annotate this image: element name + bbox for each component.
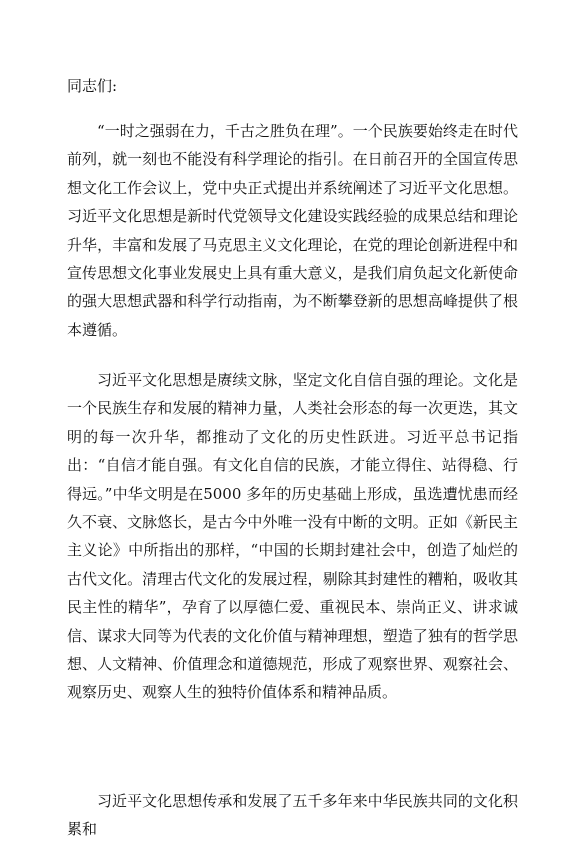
salutation: 同志们:	[67, 77, 118, 95]
paragraph-2: 习近平文化思想是赓续文脉，坚定文化自信自强的理论。文化是一个民族生存和发展的精神力量，人类社会形态的每一次更迭，其文明的每一次升华，都推动了文化的历史性跃进。习近平总书记指出：“自信才能自强。有文化自信的民族，才能立得住、站得稳、行得远。”中华文明是在5000 多年的历史基础上形成，虽选遭忧患而经久不衰、文脉悠长，是古今中外唯一没有中断的文明。正如《新民主主义论》中所指出的那样，“中国的长期封建社会中，创造了灿烂的古代文化。清理古代文化的发展过程，剔除其封建性的糟粕，吸收其民主性的精华”，孕育了以厚德仁爱、重视民本、崇尚正义、讲求诚信、谋求大同等为代表的文化价值与精神理想，塑造了独有的哲学思想、人文精神、价值理念和道德规范，形成了观察世界、观察社会、观察历史、观察人生的独特价值体系和精神品质。	[67, 371, 518, 702]
paragraph-3: 习近平文化思想传承和发展了五千多年来中华民族共同的文化积累和	[67, 792, 518, 839]
paragraph-1: “一时之强弱在力，千古之胜负在理”。一个民族要始终走在时代前列，就一刻也不能没有科学理论的指引。在日前召开的全国宣传思想文化工作会议上，党中央正式提出并系统阐述了习近平文化思想。习近平文化思想是新时代党领导文化建设实践经验的成果总结和理论升华，丰富和发展了马克思主义文化理论，在党的理论创新进程中和宣传思想文化事业发展史上具有重大意义，是我们肩负起文化新使命的强大思想武器和科学行动指南，为不断攀登新的思想高峰提供了根本遵循。	[67, 122, 518, 339]
